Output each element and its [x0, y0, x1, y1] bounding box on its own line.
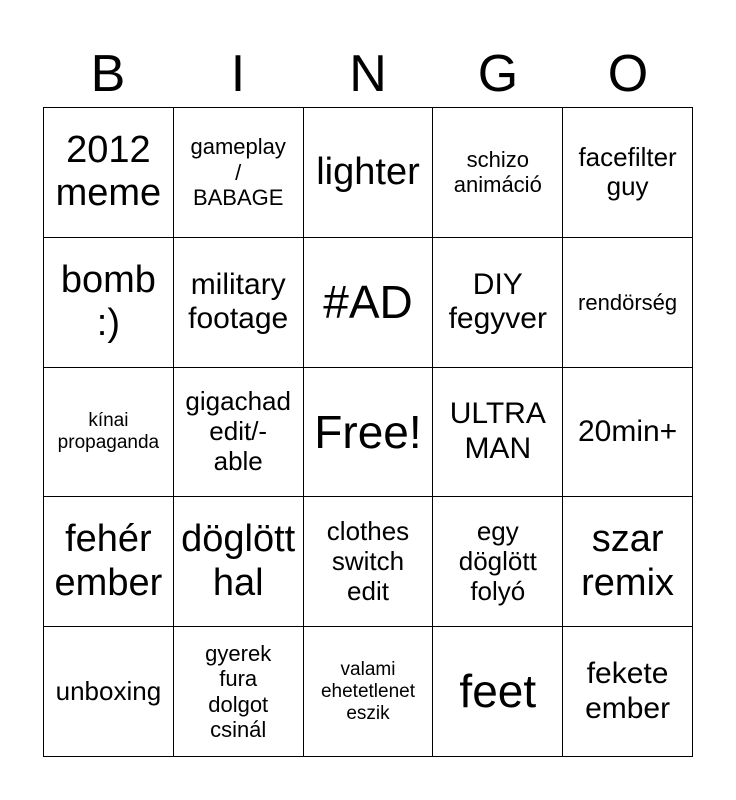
bingo-cell[interactable]: military footage — [174, 238, 304, 368]
bingo-cell[interactable]: valami ehetetlenet eszik — [304, 627, 434, 757]
bingo-cell[interactable]: gyerek fura dolgot csinál — [174, 627, 304, 757]
header-letter-g: G — [477, 45, 519, 103]
bingo-cell[interactable]: döglött hal — [174, 497, 304, 627]
bingo-cell[interactable]: unboxing — [44, 627, 174, 757]
free-space-cell[interactable]: Free! — [304, 368, 434, 498]
bingo-cell[interactable]: clothes switch edit — [304, 497, 434, 627]
bingo-cell[interactable]: DIY fegyver — [433, 238, 563, 368]
bingo-cell[interactable]: 2012 meme — [44, 108, 174, 238]
bingo-cell[interactable]: gigachad edit/- able — [174, 368, 304, 498]
bingo-cell[interactable]: fekete ember — [563, 627, 693, 757]
bingo-cell[interactable]: fehér ember — [44, 497, 174, 627]
bingo-grid — [43, 107, 693, 757]
bingo-cell[interactable]: rendörség — [563, 238, 693, 368]
bingo-cell[interactable]: kínai propaganda — [44, 368, 174, 498]
bingo-cell[interactable]: szar remix — [563, 497, 693, 627]
header-letter-i: I — [230, 45, 246, 103]
header-letter-o: O — [607, 45, 649, 103]
bingo-cell[interactable]: bomb :) — [44, 238, 174, 368]
bingo-cell[interactable]: lighter — [304, 108, 434, 238]
header-letter-n: N — [349, 45, 387, 103]
bingo-cell[interactable]: egy döglött folyó — [433, 497, 563, 627]
bingo-header — [43, 40, 693, 108]
bingo-cell[interactable]: gameplay / BABAGE — [174, 108, 304, 238]
bingo-cell[interactable]: ULTRA MAN — [433, 368, 563, 498]
bingo-cell[interactable]: facefilter guy — [563, 108, 693, 238]
bingo-cell[interactable]: schizo animáció — [433, 108, 563, 238]
bingo-cell[interactable]: feet — [433, 627, 563, 757]
bingo-cell[interactable]: 20min+ — [563, 368, 693, 498]
header-letter-b: B — [90, 45, 126, 103]
bingo-cell[interactable]: #AD — [304, 238, 434, 368]
